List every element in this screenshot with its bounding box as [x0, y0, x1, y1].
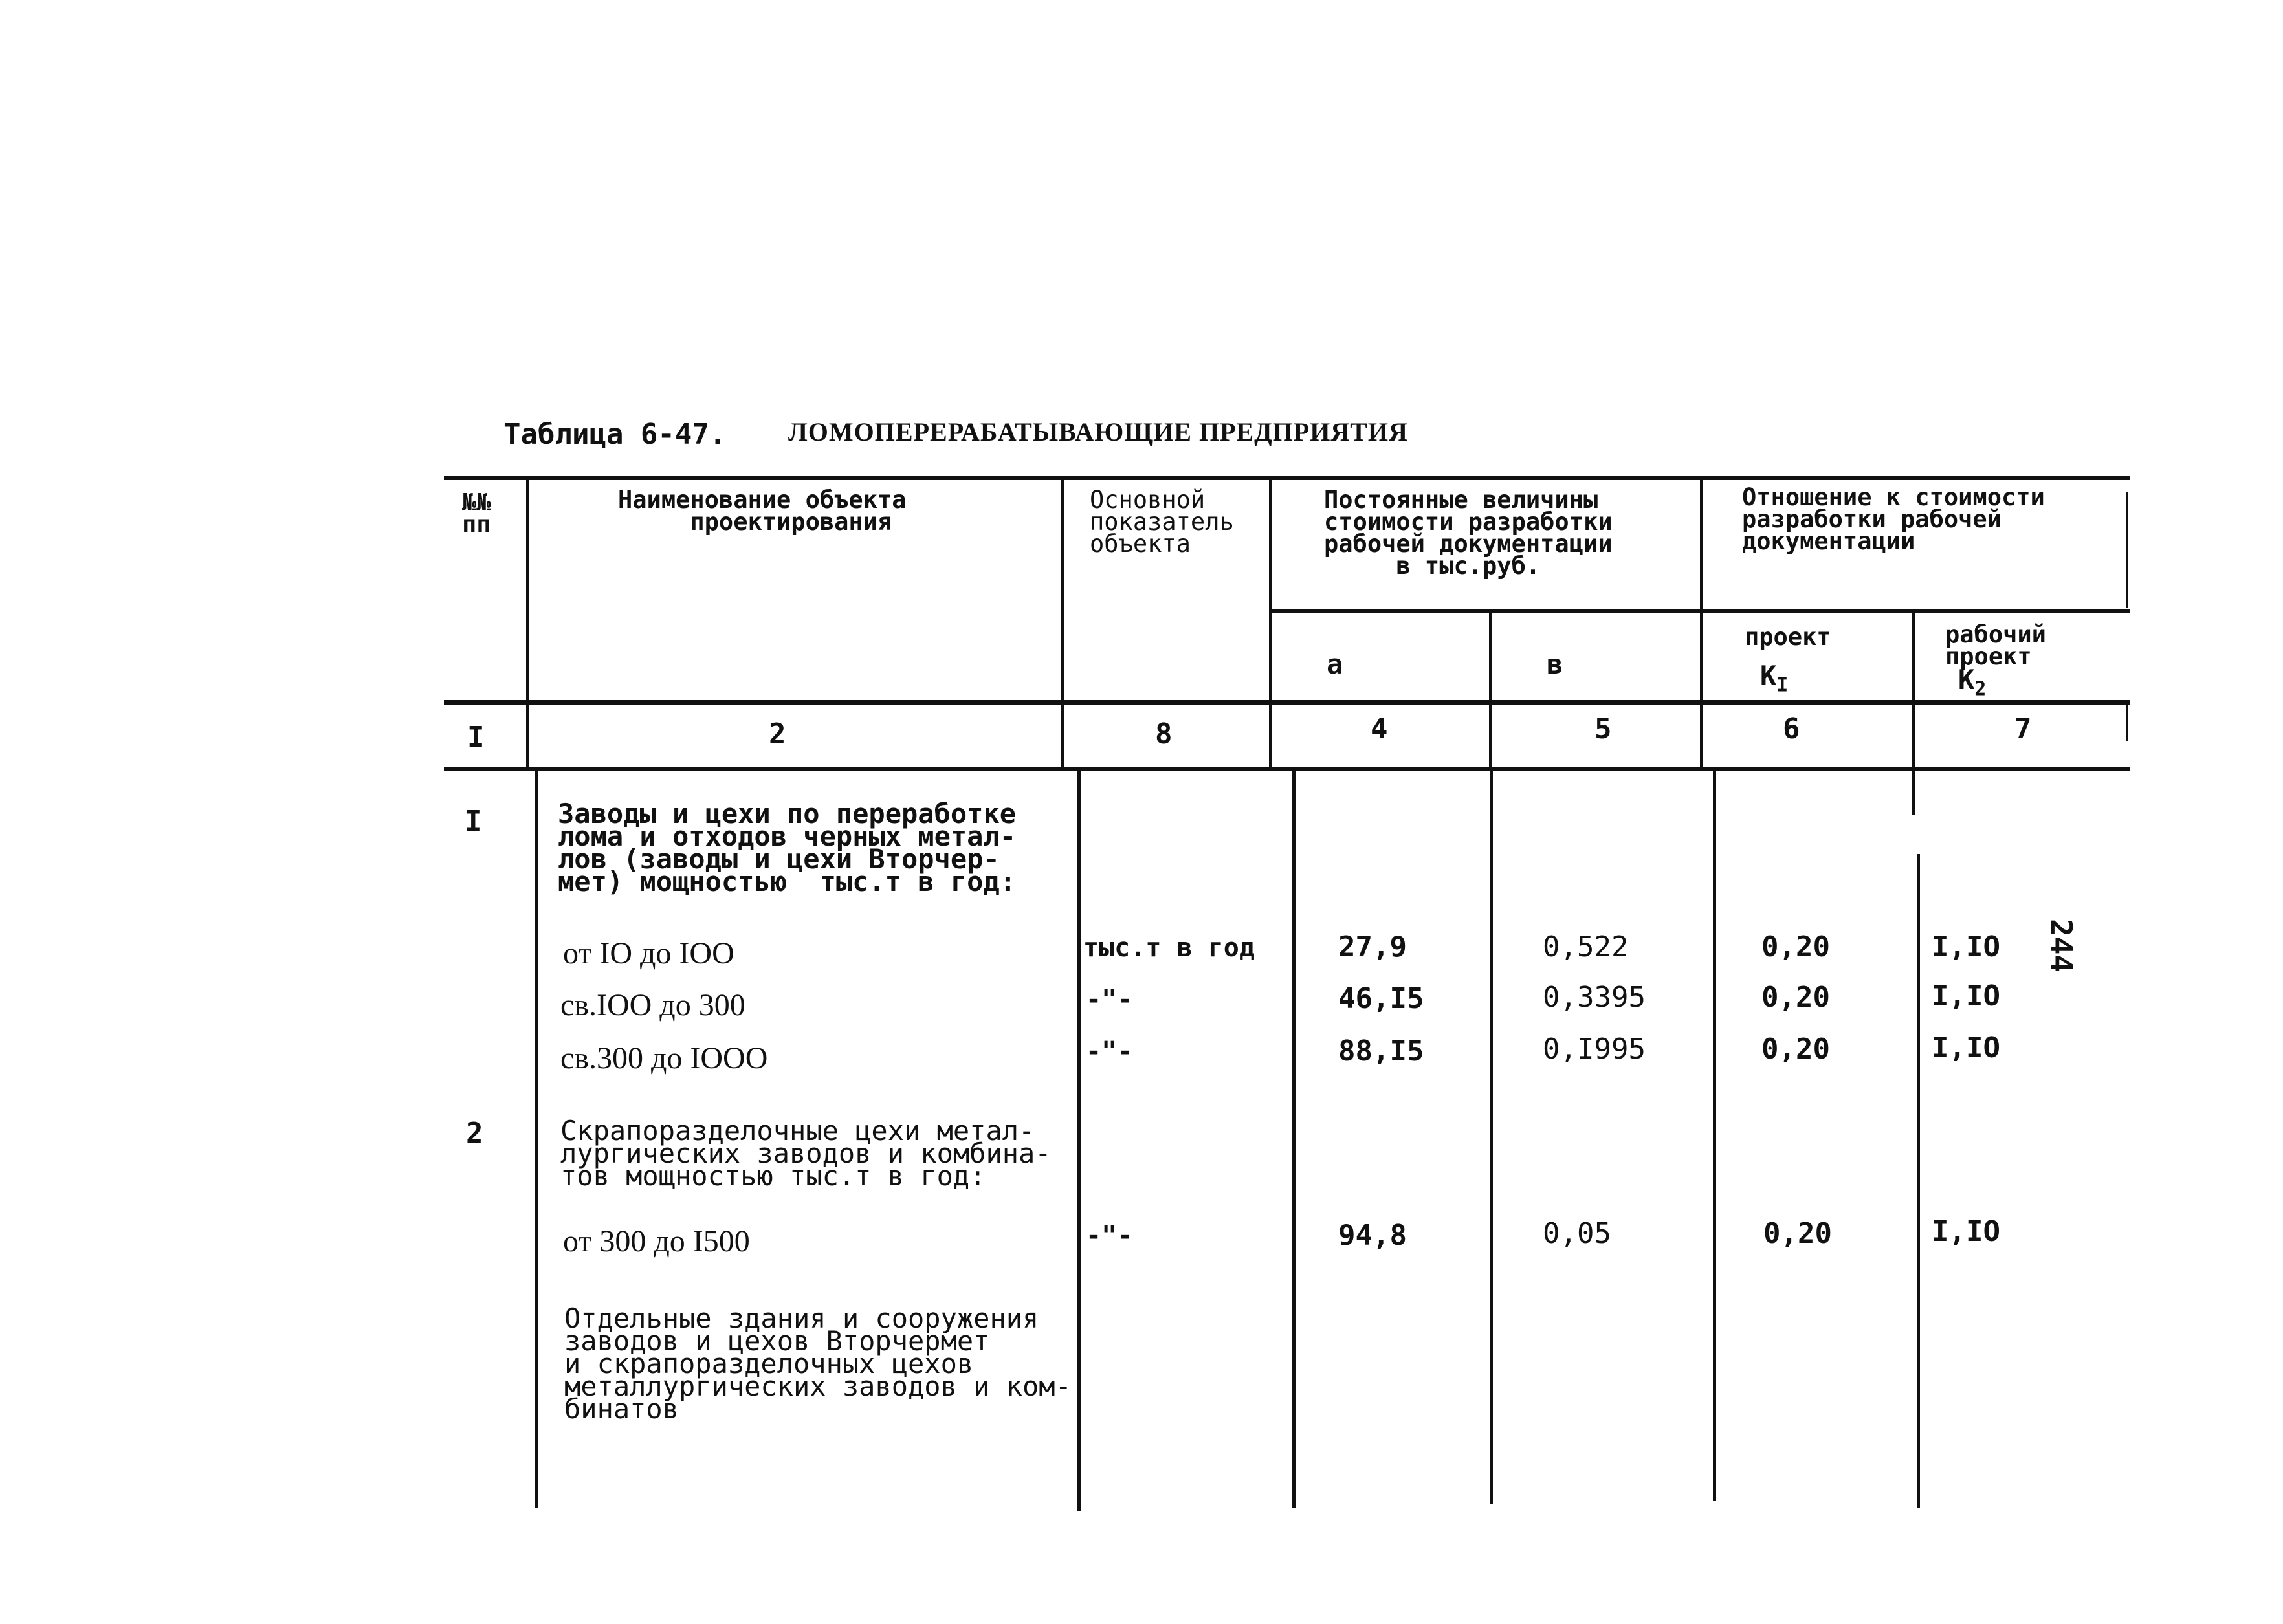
row-name: св.300 до IOOO: [560, 1041, 768, 1075]
row-indicator: -"-: [1086, 1037, 1133, 1066]
page-number: 244: [2044, 919, 2079, 973]
col-number-3: 8: [1155, 718, 1173, 751]
group-number: 2: [466, 1117, 483, 1150]
header-col-a: а: [1327, 648, 1343, 680]
row-indicator: тыс.т в год: [1083, 933, 1255, 963]
header-ratio: Отношение к стоимости разработки рабочей документации: [1742, 483, 2045, 555]
col-number-4: 4: [1371, 712, 1388, 745]
row-value-a: 94,8: [1338, 1219, 1407, 1252]
row-value-k1: 0,20: [1761, 930, 1830, 963]
header-object-name: Наименование объекта проектирования: [618, 486, 907, 536]
header-main-indicator: Основной показатель объекта: [1090, 486, 1234, 558]
row-value-k1: 0,20: [1761, 981, 1830, 1014]
row-value-a: 46,I5: [1338, 982, 1424, 1015]
row-indicator: -"-: [1086, 985, 1133, 1015]
row-value-b: 0,522: [1543, 930, 1629, 963]
row-value-b: 0,I995: [1543, 1033, 1646, 1066]
header-working-project: рабочий проект: [1945, 620, 2046, 670]
header-num: №№ пп: [462, 488, 491, 538]
row-value-k2: I,IO: [1932, 1215, 2000, 1248]
table-note: Отдельные здания и сооружения заводов и цехов Вторчермет и скрапоразделочных цехов металлургических заводов и ком- бинатов: [564, 1302, 1072, 1425]
row-value-k2: I,IO: [1932, 930, 2000, 963]
row-name: св.IOO до 300: [560, 988, 745, 1022]
header-constants: Постоянные величины стоимости разработки рабочей документации в тыс.руб.: [1324, 486, 1613, 580]
row-name: от IO до IOO: [563, 936, 734, 971]
row-indicator: -"-: [1086, 1221, 1133, 1251]
header-k1: $К_I$: [1760, 660, 1789, 697]
group-title: Заводы и цехи по переработке лома и отходов черных метал- лов (заводы и цехи Вторчер- мет) мощностью тыс.т в год:: [558, 798, 1017, 897]
header-k2: $К_2$: [1958, 664, 1987, 701]
col-number-7: 7: [2014, 712, 2032, 745]
col-number-2: 2: [769, 718, 786, 751]
row-value-k1: 0,20: [1761, 1033, 1830, 1066]
header-project: проект: [1745, 623, 1831, 651]
row-value-k1: 0,20: [1763, 1217, 1832, 1250]
row-value-k2: I,IO: [1932, 1031, 2000, 1064]
row-name: от 300 до I500: [563, 1224, 750, 1258]
header-col-b: в: [1547, 648, 1563, 680]
table-caption-number: Таблица 6-47.: [503, 418, 727, 451]
table-caption-title: ЛОМОПЕРЕРАБАТЫВАЮЩИЕ ПРЕДПРИЯТИЯ: [788, 417, 1408, 446]
row-value-b: 0,05: [1543, 1217, 1611, 1250]
row-value-a: 88,I5: [1338, 1035, 1424, 1068]
col-number-5: 5: [1594, 712, 1612, 745]
group-title: Скрапоразделочные цехи метал- лургических заводов и комбина- тов мощностью тыс.т в год:: [560, 1115, 1052, 1192]
col-number-1: I: [467, 721, 485, 754]
row-value-k2: I,IO: [1932, 980, 2000, 1013]
group-number: I: [465, 805, 482, 838]
row-value-b: 0,3395: [1543, 981, 1646, 1014]
row-value-a: 27,9: [1338, 930, 1407, 963]
col-number-6: 6: [1783, 712, 1800, 745]
